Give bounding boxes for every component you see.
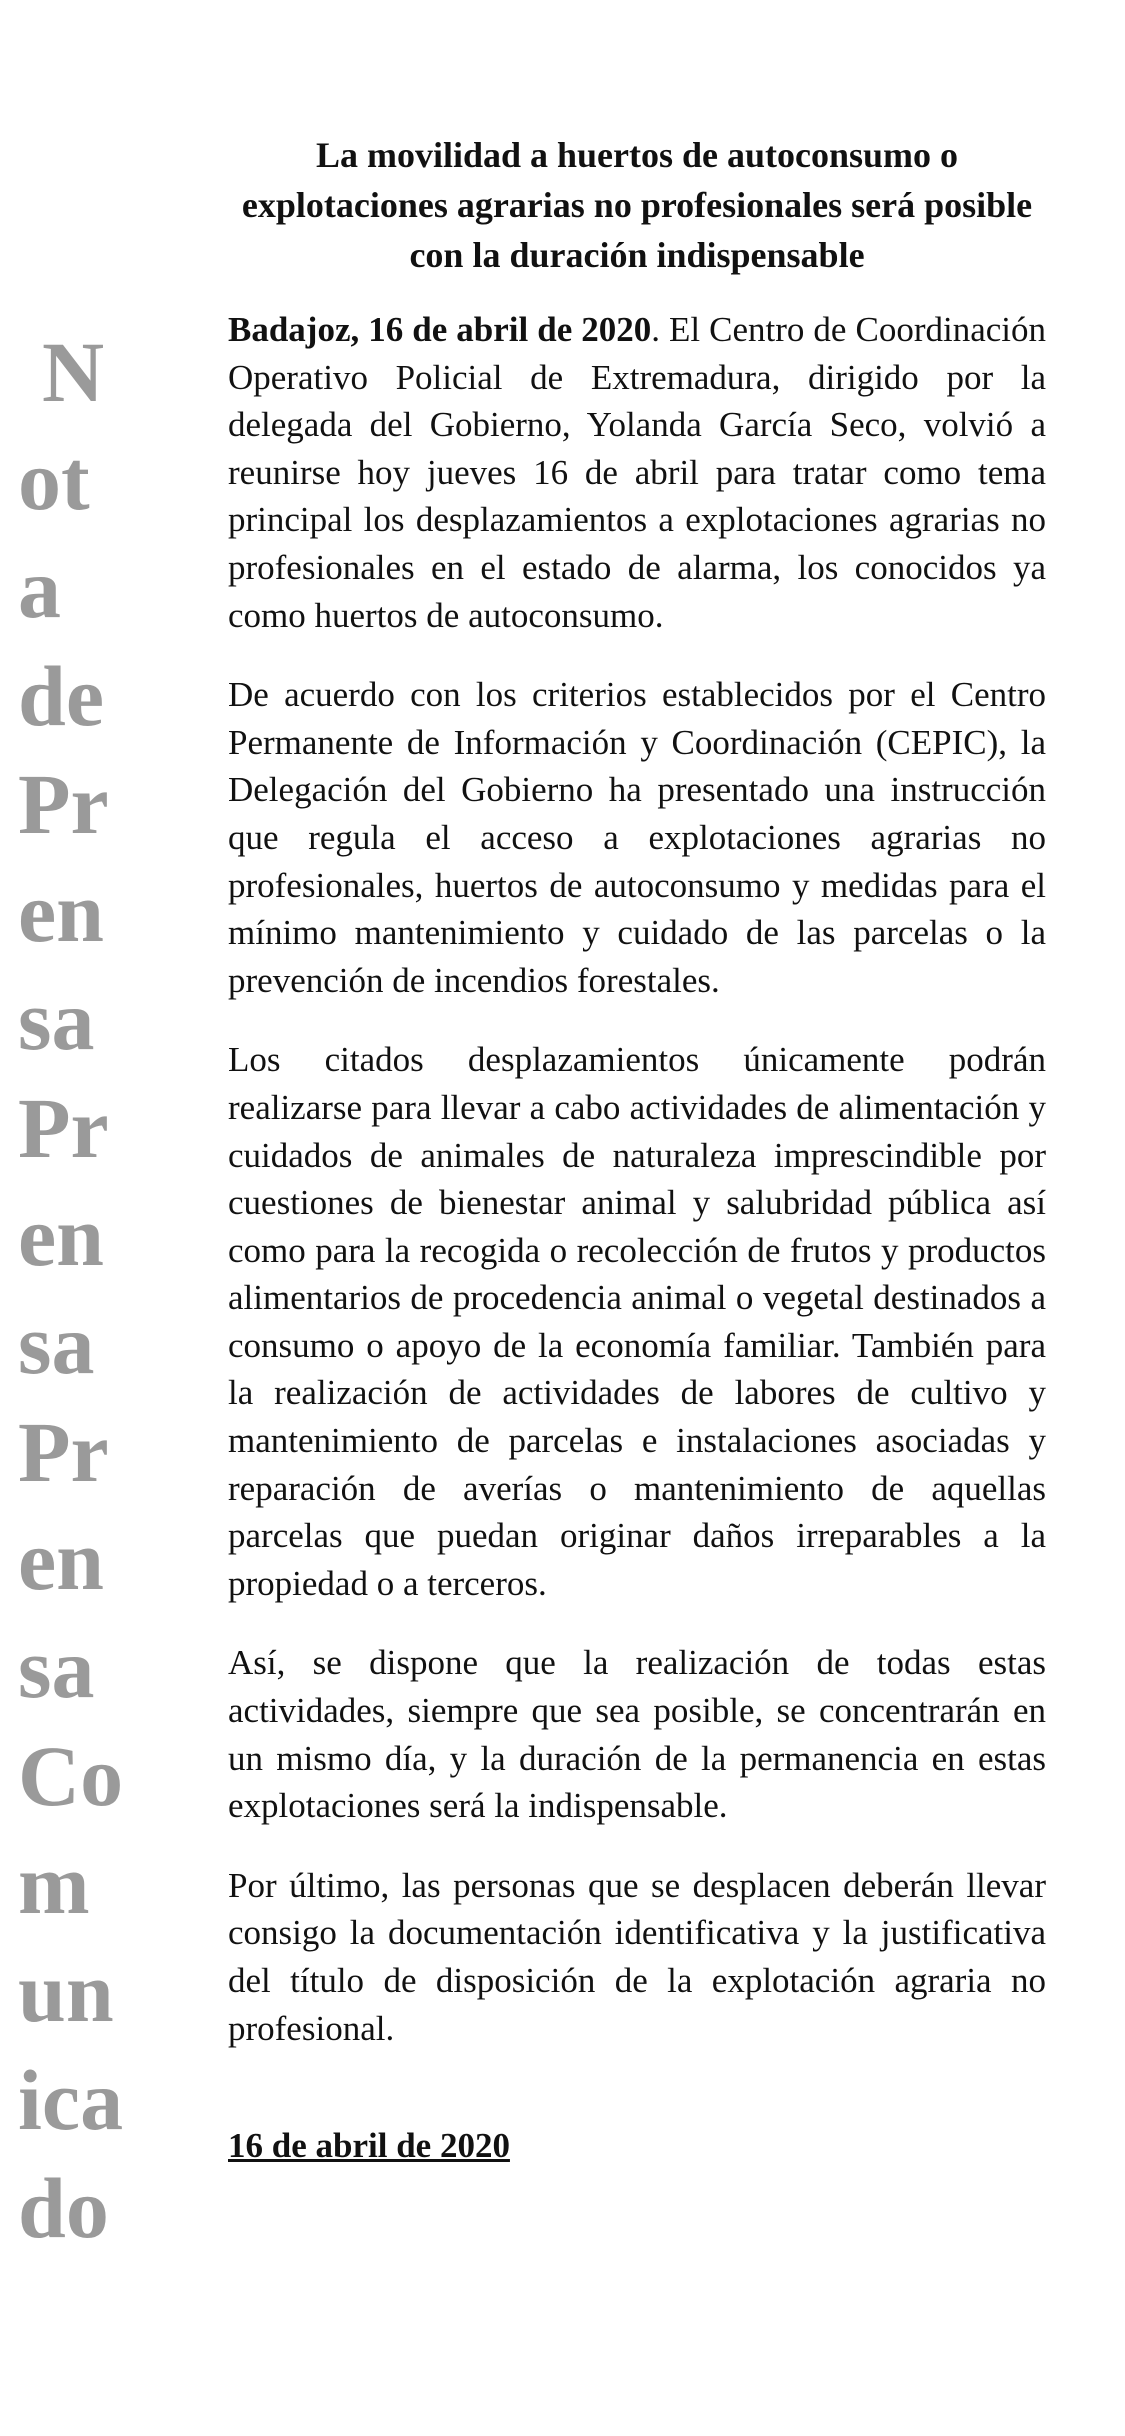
side-label-line: m <box>18 1836 90 1932</box>
place-date: Badajoz, 16 de abril de 2020 <box>228 310 652 349</box>
side-label-line: un <box>18 1944 114 2040</box>
side-label-line: Co <box>18 1728 124 1824</box>
press-release-body <box>228 130 1046 2170</box>
side-label-line: ot <box>18 432 90 528</box>
side-label-line: sa <box>18 1296 95 1392</box>
headline: La movilidad a huertos de autoconsumo o explotaciones agrarias no profesionales será posible con la duración indispensable <box>241 135 1033 275</box>
paragraph-cepic: De acuerdo con los criterios establecidos por el Centro Permanente de Información y Coordinación (CEPIC), la Delegación del Gobierno ha presentado una instrucción que regula el acceso a explotaciones agrarias no profesionales, huertos de autoconsumo y medidas para el mínimo mantenimiento y cuidado de las parcelas o la prevención de incendios forestales. <box>228 675 1046 1000</box>
intro-text: . El Centro de Coordinación Operativo Policial de Extremadura, dirigido por la delegada del Gobierno, Yolanda García Seco, volvió a reunirse hoy jueves 16 de abril para tratar como tema principal los desplazamientos a explotaciones agrarias no profesionales en el estado de alarma, los conocidos ya como huertos de autoconsumo. <box>228 310 1047 635</box>
side-label-line: en <box>18 864 104 960</box>
side-label <box>0 318 200 2262</box>
side-label-line: sa <box>18 1620 95 1716</box>
side-label-line: Pr <box>18 756 109 852</box>
side-label-line: sa <box>18 972 95 1068</box>
side-label-line: do <box>18 2160 109 2256</box>
side-label-line: N <box>42 324 105 420</box>
paragraph-actividades: Así, se dispone que la realización de todas estas actividades, siempre que sea posible, se concentrarán en un mismo día, y la duración de la permanencia en estas explotaciones será la indispensable. <box>228 1643 1046 1826</box>
paragraph-documentacion: Por último, las personas que se desplacen deberán llevar consigo la documentación identificativa y la justificativa del título de disposición de la explotación agraria no profesional. <box>228 1865 1046 2048</box>
side-label-line: a <box>18 540 61 636</box>
side-label-line: ica <box>18 2052 124 2148</box>
side-label-line: Pr <box>18 1080 109 1176</box>
side-label-line: Pr <box>18 1404 109 1500</box>
side-label-line: en <box>18 1188 104 1284</box>
closing-date: 16 de abril de 2020 <box>228 2126 510 2166</box>
side-label-line: en <box>18 1512 104 1608</box>
intro-paragraph <box>228 306 1046 639</box>
paragraph-desplazamientos: Los citados desplazamientos únicamente podrán realizarse para llevar a cabo actividades de alimentación y cuidados de animales de naturaleza imprescindible por cuestiones de bienestar animal y salubridad pública así como para la recogida o recolección de frutos y productos alimentarios de procedencia animal o vegetal destinados a consumo o apoyo de la economía familiar. También para la realización de actividades de labores de cultivo y mantenimiento de parcelas e instalaciones asociadas y reparación de averías o mantenimiento de aquellas parcelas que puedan originar daños irreparables a la propiedad o a terceros. <box>228 1040 1046 1603</box>
side-label-line: de <box>18 648 104 744</box>
